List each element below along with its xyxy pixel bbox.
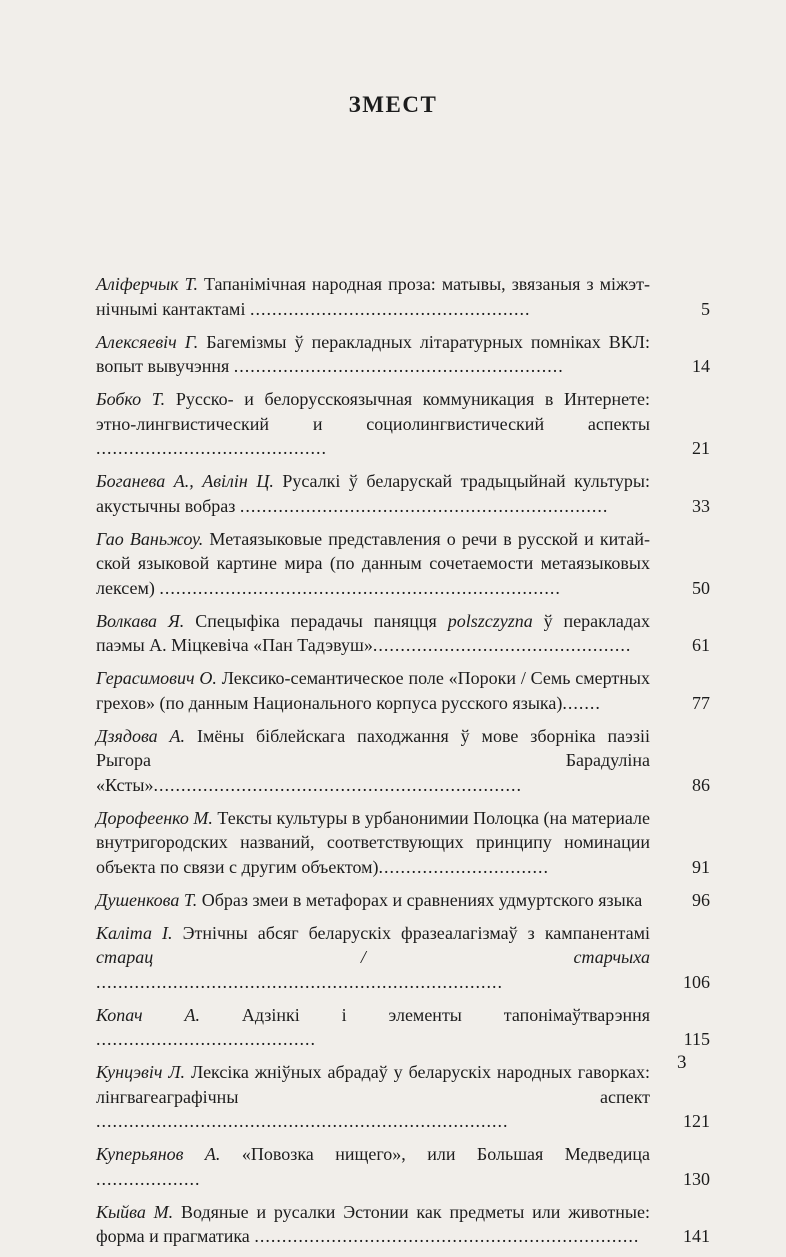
entry-title-italic: старац / старчыха	[96, 947, 650, 967]
toc-entry	[96, 806, 716, 880]
entry-author: Куперьянов А.	[96, 1144, 221, 1164]
entry-leader-dots: ..........................................................................	[96, 971, 503, 992]
entry-author: Гао Ваньжоу.	[96, 528, 204, 549]
page-title: ЗМЕСТ	[348, 92, 438, 117]
entry-author: Дзядова А.	[96, 725, 186, 746]
entry-leader-dots: ...............................	[378, 856, 549, 877]
entry-leader-dots: ...........................................................................	[96, 1111, 509, 1131]
entry-title: Лексико-семантическое поле «Пороки / Семь смертных грехов» (по данным Национального корпуса русского языка)	[96, 668, 650, 713]
entry-page-number: 5	[701, 298, 710, 319]
entry-page-number: 121	[683, 1111, 710, 1131]
toc-entry	[96, 1200, 716, 1249]
toc-entry	[96, 387, 716, 461]
entry-title: Водяные и русалки Эстонии как предметы или животные: форма и прагматика	[96, 1201, 651, 1246]
entry-leader-dots: ........................................	[96, 1029, 316, 1049]
entry-page-number: 50	[692, 577, 710, 598]
entry-title: «Повозка нищего», или Большая Медведица	[220, 1144, 650, 1164]
entry-page-number: 14	[692, 356, 710, 376]
toc-entry	[96, 527, 716, 601]
entry-page-number: 86	[692, 774, 710, 795]
entry-title: Спецыфіка перадачы паняцця	[184, 610, 448, 631]
entry-author: Кунцэвіч Л.	[96, 1062, 186, 1082]
entry-title: Тексты культуры в урбанонимии Полоцка (на материале внутригородских названий, соответствующих принципу номинации объекта по связи с другим объектом)	[96, 807, 650, 877]
entry-author: Боганева А., Авілін Ц.	[96, 471, 274, 491]
toc-entry	[96, 1060, 716, 1134]
entry-author: Волкава Я.	[96, 610, 185, 631]
entry-author: Герасимович О.	[96, 668, 217, 688]
entry-title: Образ змеи в метафорах и сравнениях удмуртского языка	[197, 889, 643, 910]
entry-leader-dots: ...................................................................	[239, 495, 609, 516]
entry-page-number: 33	[692, 495, 710, 516]
entry-page-number: 77	[692, 692, 710, 713]
entry-title-italic: polszczyzna	[447, 610, 533, 631]
toc-entry	[96, 1003, 716, 1052]
entry-title: Імёны біблейскага паходжання ў мове зборніка паэзіі Рыгора Барадуліна «Ксты»	[96, 725, 650, 795]
entry-author: Бобко Т.	[96, 389, 166, 409]
entry-page-number: 130	[683, 1168, 710, 1189]
entry-page-number: 106	[683, 971, 710, 992]
table-of-contents	[96, 272, 716, 1257]
entry-author: Каліта І.	[96, 922, 173, 943]
entry-leader-dots: .......	[562, 692, 601, 713]
entry-title: Тапанімічная народная проза: матывы, звязаныя з міжэт-нічнымі кантактамі	[96, 274, 650, 319]
toc-entry	[96, 469, 716, 518]
entry-page-number: 141	[683, 1226, 710, 1246]
entry-title-continued: ў перакладах паэмы А. Міцкевіча «Пан Тадэвуш»	[96, 610, 651, 655]
entry-page-number: 61	[692, 635, 710, 655]
entry-title: Багемізмы ў перакладных літаратурных помніках ВКЛ: вопыт вывучэння	[96, 331, 651, 376]
entry-page-number: 115	[683, 1029, 710, 1049]
entry-title: Метаязыковые представления о речи в русской и китай-ской языковой картине мира (по данным сочетаемости метаязыковых лексем)	[96, 528, 650, 598]
entry-page-number: 91	[692, 856, 710, 877]
entry-leader-dots: ...................................................................	[153, 774, 523, 795]
entry-author: Аліферчык Т.	[96, 274, 198, 294]
entry-leader-dots: .........................................................................	[159, 577, 561, 598]
entry-author: Дорофеенко М.	[96, 807, 213, 828]
entry-page-number: 96	[692, 889, 710, 910]
entry-title: Русалкі ў беларускай традыцыйнай культуры: акустычны вобраз	[96, 471, 650, 516]
entry-author: Кыйва М.	[96, 1201, 174, 1222]
toc-entry	[96, 724, 716, 798]
entry-leader-dots: ...................	[96, 1168, 201, 1189]
entry-leader-dots: ...............................................	[372, 635, 632, 655]
entry-leader-dots: ............................................................	[233, 356, 564, 376]
entry-title: Русско- и белорусскоязычная коммуникация в Интернете: этно-лингвистический и социолингвистический аспекты	[96, 389, 651, 434]
toc-entry	[96, 921, 716, 995]
entry-title: Адзінкі і элементы тапонімаўтварэння	[200, 1004, 650, 1025]
toc-entry	[96, 609, 716, 658]
entry-leader-dots: ..........................................	[96, 438, 327, 458]
entry-author: Душенкова Т.	[96, 889, 198, 910]
entry-leader-dots: ...................................................	[249, 298, 531, 319]
toc-entry	[96, 1142, 716, 1191]
entry-title: Этнічны абсяг беларускіх фразеалагізмаў з кампанентамі	[172, 922, 651, 943]
page-number: 3	[677, 1052, 687, 1073]
toc-entry	[96, 330, 716, 379]
entry-leader-dots: ......................................................................	[254, 1226, 640, 1246]
toc-entry	[96, 888, 716, 913]
entry-page-number: 21	[692, 438, 710, 458]
toc-entry	[96, 272, 716, 321]
entry-author: Алексяевіч Г.	[96, 331, 199, 352]
entry-title: Лексіка жніўных абрадаў у беларускіх народных гаворках: лінгвагеаграфічны аспект	[96, 1062, 650, 1107]
toc-entry	[96, 666, 716, 715]
entry-author: Копач А.	[96, 1004, 201, 1025]
